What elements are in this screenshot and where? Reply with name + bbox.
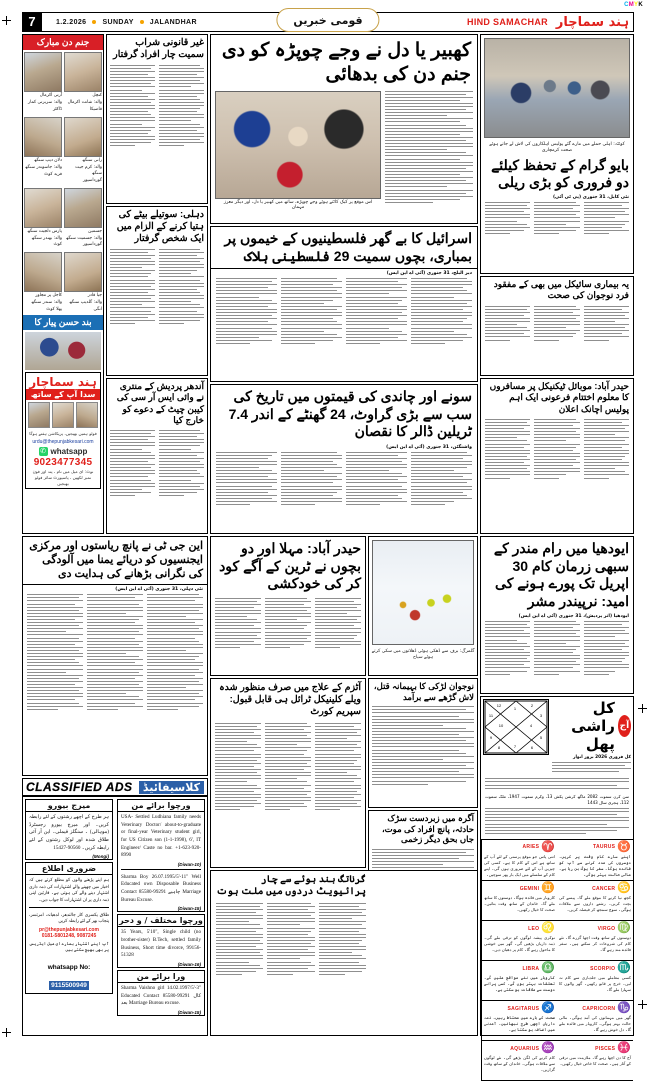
svg-text:1: 1 bbox=[513, 706, 517, 711]
birthday-parent: والد: کرم جیت سنگھ bbox=[75, 164, 102, 176]
hyderabad-headline: حیدر آباد: مہلا اور دو بچوں نے ٹرین کے آگے کود کر کی خودکشی bbox=[219, 540, 361, 591]
israel-dateline: دیر البلح، 31 جنوری (آئی اے این ایس) bbox=[386, 271, 472, 276]
section-banner-label: قومی خبریں bbox=[293, 14, 363, 27]
classified-divider bbox=[121, 869, 201, 870]
dateline bbox=[56, 19, 197, 26]
classified-ad-text: ہر طرح کے اچھے رشتوں کے لئے رابطہ کریں۔ اور میرج بیورو رجسٹرڈ (موہالی) ۔ سنگلز فیملی۔ این آر آئی طلاق شدہ اور لوکل رشتوں کے لئے رابطہ کریں۔ 90560-15427 bbox=[29, 814, 109, 851]
whatsapp-number[interactable]: 9023477345 bbox=[33, 457, 93, 469]
zodiac-text: کچھ نیا کرنے کا موقع ملے گا۔ پیسے کی بچت کریں۔ رشتے داروں سے ملاقات ہوگی۔ سوچ سمجھ کر فیصلہ کریں۔ bbox=[559, 895, 631, 913]
israel-body bbox=[211, 276, 477, 380]
arrest-article bbox=[210, 870, 478, 1036]
autism-body bbox=[211, 721, 365, 859]
gold-body bbox=[211, 450, 477, 538]
alcohol-body bbox=[107, 63, 207, 189]
birthday-photo bbox=[24, 188, 62, 228]
zodiac-text: دوستوں کے ساتھ وقت اچھا گزرے گا۔ نئے کام کی شروعات کر سکتے ہیں۔ سفر فائدے مند رہے گا۔ bbox=[559, 935, 631, 953]
aries-icon: ♈ bbox=[541, 840, 555, 853]
classified-title-en: CLASSIFIED ADS bbox=[26, 780, 133, 794]
promo-brand: ہند سماچار bbox=[29, 375, 97, 390]
birthday-photo bbox=[24, 117, 62, 157]
birthday-parent: والد: شانت اکرمال bbox=[67, 99, 102, 105]
ngt-body bbox=[23, 594, 207, 766]
pisces-icon: ♓ bbox=[617, 1042, 631, 1055]
security-article bbox=[480, 378, 634, 534]
birthday-entry bbox=[23, 186, 63, 251]
brand-block bbox=[467, 15, 633, 30]
birthday-photo bbox=[64, 252, 102, 292]
classified-section bbox=[25, 799, 113, 860]
rally-photo-caption: کوئٹہ: اہلی حملے میں مارے گئے پولیس اہلکاروں کی لاش لے جاتے ہوئے صحت کرمچاری bbox=[489, 142, 625, 153]
zodiac-cell-pisces[interactable] bbox=[557, 1041, 633, 1081]
birthday-parent: والد: بھندر سنگھ bbox=[31, 235, 62, 241]
horoscope-title: کل راشی پھل bbox=[571, 699, 615, 753]
registration-mark-bottomright bbox=[638, 1000, 647, 1009]
whatsapp-label: whatsapp bbox=[50, 447, 88, 457]
gemini-icon: ♊ bbox=[541, 882, 555, 895]
zodiac-cell-leo[interactable] bbox=[481, 921, 557, 961]
panchang-table bbox=[481, 776, 633, 792]
health-body bbox=[481, 304, 633, 362]
svg-text:9: 9 bbox=[489, 735, 493, 740]
svg-text:12: 12 bbox=[496, 703, 502, 708]
classified-section bbox=[117, 914, 205, 968]
classified-header bbox=[23, 779, 207, 797]
classified-note: آپ اپنے اشتہار ہمارے ای میل ایڈریس پر بھی بھیج سکتے ہیں bbox=[29, 940, 109, 953]
zodiac-text: کاروبار میں فائدہ ہوگا۔ دوستوں کا ساتھ ملے گا۔ خاندان کے ساتھ وقت بتائیں۔ صحت کا خیال رکھیں۔ bbox=[484, 895, 555, 913]
panchang-body bbox=[481, 807, 633, 839]
registration-mark-topleft bbox=[2, 16, 11, 25]
birthday-name: جسمین bbox=[88, 228, 102, 234]
horoscope-subtitle: کل فروری 2026 بروز اتوار bbox=[572, 755, 631, 760]
svg-text:11: 11 bbox=[488, 713, 494, 718]
zodiac-text: کام کرنے کی لگن بڑھے گی۔ نئے لوگوں سے ملاقات ہوگی۔ خاندان کے ساتھ وقت گزاریں۔ bbox=[484, 1055, 555, 1073]
rally-dateline: نئی کابل، 31 جنوری (پی ٹی آئی) bbox=[552, 194, 629, 200]
zodiac-cell-sagittarius[interactable] bbox=[481, 1001, 557, 1041]
birthday-header: جنم دن مبارک bbox=[23, 35, 103, 50]
zodiac-text: کاروبار میں نئے مواقع ملیں گے۔ تعلقات بہتر ہوں گے۔ کسی پرانے دوست سے ملاقات ہو سکتی ہے۔ bbox=[484, 975, 555, 993]
delhi-headline: دہلی: سوتیلے بیٹے کی ہتیا کرنے کے الزام میں ایک شخص گرفتار bbox=[116, 209, 204, 244]
zodiac-name: SCORPIO bbox=[590, 965, 616, 972]
classified-ad-sign: (Diwan-16) bbox=[177, 961, 201, 967]
classified-ad-sign: (Diwan-15) bbox=[177, 906, 201, 912]
svg-text:7: 7 bbox=[513, 744, 517, 749]
kundli-chart bbox=[483, 699, 549, 755]
zodiac-cell-taurus[interactable] bbox=[557, 840, 633, 881]
masthead bbox=[22, 12, 634, 32]
rally-body bbox=[481, 200, 633, 254]
birthday-name: جیا قادر bbox=[87, 293, 102, 299]
arrest-body bbox=[211, 901, 371, 1019]
birthday-name: کاجل پر مجاور bbox=[35, 293, 62, 299]
ngt-dateline: نئی دہلی، 31 جنوری (آئی اے این ایس) bbox=[115, 587, 203, 593]
lead-photo bbox=[215, 91, 381, 199]
classified-section-title: ورچوا مختلف / و دحر bbox=[119, 916, 203, 926]
health-article bbox=[480, 276, 634, 376]
hyderabad-body bbox=[211, 596, 365, 680]
birthday-parent: والد: گلدیپ سنگھ bbox=[69, 300, 102, 306]
rally-photo bbox=[484, 38, 630, 138]
birthday-city: ڈاکٹر bbox=[52, 106, 62, 112]
lead-headline: کھبیر یا دل نے وجے چوپڑہ کو دی جنم دن کی بدھائی bbox=[221, 40, 471, 85]
zodiac-cell-cancer[interactable] bbox=[557, 881, 633, 921]
ngt-article bbox=[22, 536, 208, 776]
zodiac-name: TAURUS bbox=[593, 844, 616, 851]
alcohol-article bbox=[106, 34, 208, 204]
israel-article bbox=[210, 226, 478, 382]
birthday-entry bbox=[63, 250, 103, 315]
arrest-headline: گرناتگ بند ہوئے سے چار پرائیویٹ دردوں میں ملت ہوت bbox=[216, 874, 366, 897]
classified-ad-text: USA- Settled Ludhiana family needs Veterinary Doctor/ about-to-graduate or final-year Veterinary student girl, for US Citizen son (1-1-1998), 6', IT Engineer/ Caste no bar. +1-623-920-8990 bbox=[121, 814, 201, 859]
zodiac-text: گھر میں مہمانوں کی آمد ہوگی۔ مالی حالت بہتر ہوگی۔ کاروبار میں فائدہ ملے گا۔ دل خوش رہے گا۔ bbox=[559, 1015, 631, 1033]
alcohol-headline: غیر قانونی شراب سمیت چار افراد گرفتار bbox=[113, 37, 204, 60]
birthday-city: کوٹ bbox=[53, 242, 62, 248]
birthday-photo bbox=[24, 52, 62, 92]
classified-whatsapp-label: whatsapp No: bbox=[47, 964, 91, 972]
murder-article bbox=[368, 678, 478, 808]
svg-text:2: 2 bbox=[530, 703, 534, 708]
svg-text:8: 8 bbox=[497, 745, 501, 750]
promo-email[interactable]: urdu@thepunjabkesari.com bbox=[32, 439, 94, 446]
birthday-name: دلان دیپ سنگھ bbox=[33, 157, 62, 163]
delhi-body bbox=[107, 247, 207, 365]
page-number: 7 bbox=[22, 12, 42, 32]
separator-dot-2 bbox=[140, 20, 144, 24]
classified-ad-sign: (Diwan-10) bbox=[177, 861, 201, 867]
birthday-photo bbox=[64, 188, 102, 228]
cmyk-mark: CMYK bbox=[624, 2, 643, 8]
zodiac-text: نوکری پیشہ لوگوں کو ترقی ملے گی۔ ذمہ داریاں بڑھیں گی۔ گھر میں خوشی کا ماحول رہے گا۔ کام پر دھیان دیں۔ bbox=[484, 935, 555, 953]
scorpio-icon: ♏ bbox=[617, 962, 631, 975]
svg-text:5: 5 bbox=[539, 735, 543, 740]
leo-icon: ♌ bbox=[541, 922, 555, 935]
virgo-icon: ♍ bbox=[617, 922, 631, 935]
lead-body bbox=[385, 91, 473, 209]
zodiac-cell-scorpio[interactable] bbox=[557, 961, 633, 1001]
zodiac-cell-libra[interactable] bbox=[481, 961, 557, 1001]
classified-section bbox=[117, 799, 205, 912]
registration-mark-bottomleft bbox=[2, 1028, 11, 1037]
birthday-photo bbox=[64, 117, 102, 157]
birthday-parent: والد: سربرتی کمار bbox=[28, 99, 62, 105]
zodiac-name: SAGITARUS bbox=[507, 1005, 540, 1012]
zodiac-text: آج کا دن اچھا رہے گا۔ ملازمت میں ترقی کے آثار ہیں۔ صحت کا خاص خیال رکھیں۔ bbox=[559, 1055, 631, 1067]
section-banner bbox=[276, 8, 379, 32]
ayodhya-headline: ایودھیا میں رام مندر کے سبھی زرمان کام 30 اپریل تک پورے ہونے کی امید: نرپیندر مشر bbox=[493, 540, 629, 609]
zodiac-name: AQUARIUS bbox=[510, 1045, 540, 1052]
birthday-name: پارس دلجیت سنگھ bbox=[27, 228, 62, 234]
birthday-entry bbox=[23, 50, 63, 115]
zodiac-cell-aries[interactable] bbox=[481, 840, 557, 881]
israel-headline: اسرائیل کا بے گھر فلسطینیوں کے خیموں پر بمباری، بچوں سمیت 29 فلسطینی ہلاک bbox=[211, 227, 477, 269]
birthday-photo bbox=[24, 252, 62, 292]
hyderabad-article bbox=[210, 536, 366, 676]
classified-section-title: ورا برائے من bbox=[118, 971, 204, 983]
birthday-city: گورداسپور bbox=[82, 177, 102, 183]
couple-photo bbox=[25, 332, 101, 370]
promo-photo bbox=[76, 402, 98, 428]
svg-text:3: 3 bbox=[539, 713, 543, 718]
horoscope-header bbox=[481, 697, 633, 776]
birthday-entry bbox=[23, 115, 63, 186]
classified-title-ur: کلاسیفائیڈ bbox=[139, 781, 204, 794]
svg-text:4: 4 bbox=[529, 723, 533, 728]
svg-text:6: 6 bbox=[530, 745, 534, 750]
promo-subtitle: سدا آپ کے ساتھ bbox=[26, 389, 100, 400]
lead-photo-caption: اس موقع پر کیک کاٹتے ہوئے وجے چوپڑہ، ساتھ میں کھبیر یا دل، اور دیگر معزز مہمان bbox=[223, 199, 373, 211]
accident-headline: آگرہ میں زبردست سڑک حادثہ، پانچ افراد کی موت، جاں بحق دیگر زخمی bbox=[381, 813, 474, 845]
classified-ads-section bbox=[22, 778, 208, 1036]
birthday-city: انگی bbox=[93, 307, 102, 313]
classified-ad-text: ہم اپنے پڑھنے والوں کو مطلع کرتے ہیں کہ اخبار میں چھپنے والے اشتہارات کی ذمہ داری اشتہار دینے والے کی ہوتی ہے۔ قارئین اپنی ذمہ داری پر ان اشتہارات کا جواب دیں۔ bbox=[29, 877, 109, 902]
horoscope-intro-lines bbox=[552, 760, 631, 772]
rally-article bbox=[480, 34, 634, 274]
classified-ad-text: 35 Years, 5'10", Single child (no brother-sister) B.Tech, settled family Business, Short time divorce, 99156-51328 bbox=[121, 929, 201, 959]
zodiac-cell-capricorn[interactable] bbox=[557, 1001, 633, 1041]
birthday-entry bbox=[63, 115, 103, 186]
classified-section bbox=[117, 970, 205, 1016]
zodiac-name: CANCER bbox=[592, 885, 616, 892]
day-text: SUNDAY bbox=[102, 18, 134, 26]
murder-headline: نوجوان لڑکی کا بہیمانہ قتل، لاش گڑھے سے برآمد bbox=[373, 681, 474, 702]
birthday-photo-grid bbox=[23, 50, 103, 315]
birthday-parent: والد: جسمیت سنگھ bbox=[65, 235, 102, 241]
classified-ad-text: Sharma Boy 26.07.1995/5'-11" Well Educated own Disposable Business Contact 85580-99291 چاہیے Marriage Bureau Excuse. bbox=[121, 873, 201, 903]
promo-photo-row bbox=[26, 400, 100, 430]
whatsapp-icon: ✆ bbox=[40, 448, 46, 456]
snow-photo-block bbox=[368, 536, 478, 676]
birthday-entry bbox=[63, 186, 103, 251]
ayodhya-dateline: ایودھیا (اتر پردیش)، 31 جنوری (آئی اے این ایس) bbox=[518, 614, 629, 619]
aquarius-icon: ♒ bbox=[541, 1042, 555, 1055]
classified-whatsapp-number[interactable]: 9115500949 bbox=[51, 982, 87, 990]
lead-story bbox=[210, 34, 478, 224]
birthday-column bbox=[22, 34, 104, 534]
zodiac-grid bbox=[481, 839, 633, 1081]
zodiac-name: ARIES bbox=[522, 844, 540, 851]
registration-mark-right bbox=[638, 704, 647, 713]
zodiac-text: صحت کے بارے میں محتاط رہیں۔ ذمہ داریاں اچھی طرح نبھائیں۔ آمدنی میں اضافہ ہو سکتا ہے۔ bbox=[484, 1015, 555, 1033]
classified-ad-sign: (Diwan-15) bbox=[177, 1009, 201, 1015]
zodiac-name: VIRGO bbox=[597, 925, 616, 932]
zodiac-text: اپنے سارے کام وقت پر کریں۔ دوسروں کی مدد کرنے سے آپ کو فائدہ ہوگا۔ سفر کا یوگ بن رہا ہے۔ مالی حالت بہتر ہوگی۔ bbox=[559, 853, 631, 878]
zodiac-name: CAPRICORN bbox=[582, 1005, 616, 1012]
zodiac-name: LEO bbox=[528, 925, 540, 932]
birthday-name: کنچل bbox=[92, 93, 102, 98]
andhra-body bbox=[107, 428, 207, 532]
promo-note-top: فوٹو ہمیں بھیجیں، پریکاشن ہفتے ہوگا bbox=[29, 431, 97, 437]
birthday-city: فرید کوٹ bbox=[44, 171, 62, 177]
security-headline: حیدر آباد: موبائل ٹیکنیکل پر مسافروں کا معلوم اختتام فرعونی ایک اہم پولیس اچانک اعلان bbox=[489, 381, 629, 414]
brand-urdu: ہند سماچار bbox=[555, 14, 629, 30]
ngt-headline: این جی ٹی نے پانچ ریاستوں اور مرکزی ایجنسیوں کو دریائے یمنا میں آلودگی کی نگرانی بڑھانے کی ہدایت دی bbox=[23, 537, 207, 585]
zodiac-name: PISCES bbox=[595, 1045, 616, 1052]
birthday-name: رانی سنگھ bbox=[82, 157, 102, 163]
zodiac-cell-virgo[interactable] bbox=[557, 921, 633, 961]
ayodhya-article bbox=[480, 536, 634, 694]
date-text: 1.2.2026 bbox=[56, 18, 87, 26]
birthday-city: پھلا کوٹ bbox=[46, 307, 62, 313]
capricorn-icon: ♑ bbox=[617, 1002, 631, 1015]
zodiac-cell-gemini[interactable] bbox=[481, 881, 557, 921]
promo-photo bbox=[28, 402, 50, 428]
promo-note-bottom: نوٹ: ای میل میں نام ، پتہ اور فون نمبر لکھیں ، پاسپورٹ سائز فوٹو بھیجیں bbox=[32, 469, 94, 486]
birthday-name: آرتی اکرمال bbox=[39, 93, 62, 98]
gold-article bbox=[210, 384, 478, 534]
promo-box bbox=[25, 372, 101, 489]
horoscope-badge: آج bbox=[618, 715, 631, 737]
andhra-article bbox=[106, 378, 208, 534]
zodiac-text: اتنی پاس جو موقع پرستی کے لئے آپ کے ساتھ ہے اس کے کام کا ہے۔ کسی کی چیزیں آپ کے لئے ضروری ہوں گی۔ اپنے کام کے سلسلے میں ایک بار پھر سوچیں۔ bbox=[484, 853, 555, 878]
birthday-entry bbox=[63, 50, 103, 115]
birthday-entry bbox=[23, 250, 63, 315]
libra-icon: ♎ bbox=[541, 962, 555, 975]
taurus-icon: ♉ bbox=[617, 840, 631, 853]
classified-email[interactable]: pr@thepunjabkesari.com bbox=[39, 926, 99, 933]
classified-divider bbox=[29, 907, 109, 908]
birthday-parent: والد: سندر سنگھ bbox=[31, 300, 62, 306]
birthday-city: قاضیکا bbox=[89, 106, 102, 112]
birthday-parent: والد: جاسوندر سنگھ bbox=[24, 164, 62, 170]
brand-english: HIND SAMACHAR bbox=[467, 17, 548, 27]
security-body bbox=[481, 417, 633, 517]
classified-section-notice bbox=[25, 862, 113, 994]
whatsapp-row[interactable] bbox=[26, 446, 100, 457]
zodiac-name: LIBRA bbox=[522, 965, 540, 972]
kundli-svg bbox=[484, 700, 548, 754]
svg-text:10: 10 bbox=[498, 723, 504, 728]
panchang-text: سن کرن سموت 2082 ماگھ کرشن پکش 13، وکرم سموت 1947، ملک سموت 112، ہجری سال 1443 bbox=[485, 793, 629, 805]
classified-section-title: ضروری اطلاع bbox=[26, 863, 112, 875]
horoscope-section bbox=[480, 696, 634, 1073]
snow-photo bbox=[372, 540, 474, 645]
murder-body bbox=[369, 704, 477, 798]
classified-phone[interactable]: 0181-5801248, 9087245 bbox=[41, 932, 97, 939]
gold-headline: سونے اور چاندی کی قیمتوں میں تاریخ کی سب سے بڑی گراوٹ، 24 گھنٹے کے اندر 7.4 ٹریلین ڈالر کا نقصان bbox=[228, 388, 472, 439]
city-text: JALANDHAR bbox=[149, 18, 197, 26]
health-headline: یہ بیماری سائیکل میں بھی کے مفقود فرد نوجوان کی صحت bbox=[493, 279, 629, 301]
gold-dateline: واشنگٹن، 31 جنوری (آئی اے این ایس) bbox=[386, 444, 472, 450]
birthday-city: گورداسپور bbox=[82, 242, 102, 248]
birthday-header-2: بند حسن پیار کا bbox=[23, 315, 103, 330]
rally-headline: بایو گرام کے تحفظ کیلئے دو فروری کو بڑی ریلی bbox=[491, 156, 629, 191]
zodiac-cell-aquarius[interactable] bbox=[481, 1041, 557, 1081]
snow-photo-caption: گلمرگ: برف سے ڈھکی ہوئی ڈھلانوں میں سکی کرتے ہوئے سیاح bbox=[371, 649, 475, 660]
andhra-headline: آندھر پردیش کے منتری نے وائی ایس آر سی کی کیبن چیٹ کے دعوے کو خارج کیا bbox=[116, 381, 204, 425]
birthday-photo bbox=[64, 52, 102, 92]
classified-ad-text: Sharma Vaishno girl 14.02.1997/5'-3" Educated Contact 85580-99291 کال بعد Marriage Bureau excuse. bbox=[121, 984, 201, 1007]
delhi-article bbox=[106, 206, 208, 376]
separator-dot-1 bbox=[92, 20, 96, 24]
zodiac-text: کسی معاملے میں جلدبازی سے کام نہ لیں۔ خرچ پر قابو رکھیں۔ گھر والوں کا سہارا ملے گا۔ bbox=[559, 975, 631, 993]
classified-ad-sign: (Mongi) bbox=[92, 854, 109, 860]
classified-section-title: ورچوا برائے من bbox=[118, 800, 204, 812]
autism-article bbox=[210, 678, 366, 868]
classified-section-title: میرج بیورو bbox=[26, 800, 112, 812]
classified-ad-text: طلاق یکسری کار جالندھر، لدھیانہ، امرتسر، پنجاب بھر کے لئے رابطہ کریں bbox=[29, 911, 109, 924]
zodiac-name: GEMINI bbox=[519, 885, 540, 892]
cancer-icon: ♋ bbox=[617, 882, 631, 895]
autism-headline: آٹزم کے علاج میں صرف منظور شدہ ویلے کلینیکل ٹرائل ہی قابل قبول: سپریم کورٹ bbox=[219, 682, 361, 717]
sagittarius-icon: ♐ bbox=[541, 1002, 555, 1015]
promo-photo bbox=[52, 402, 74, 428]
